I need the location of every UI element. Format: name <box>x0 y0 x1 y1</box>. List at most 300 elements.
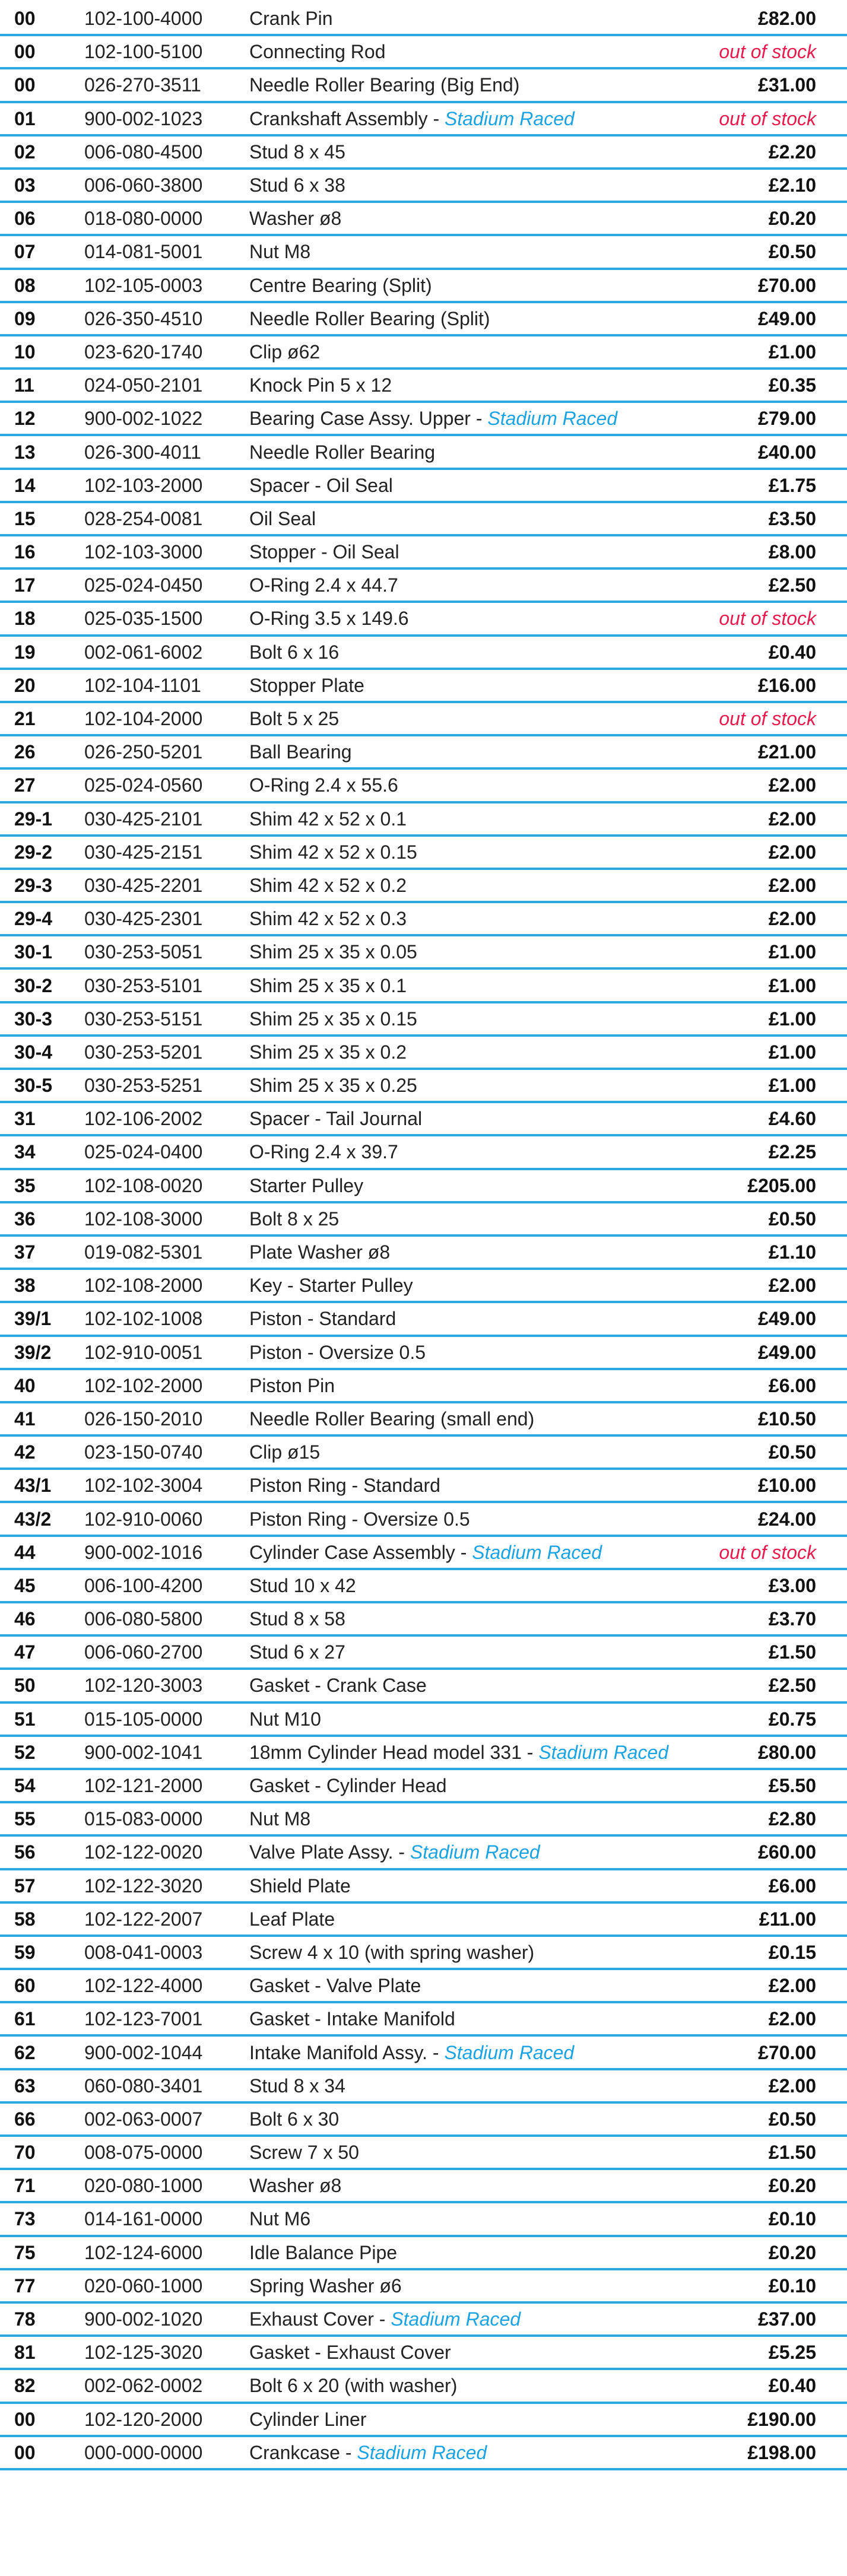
part-description <box>249 2076 345 2095</box>
ref-number: 29-1 <box>14 808 53 830</box>
table-row <box>0 736 847 770</box>
ref-number: 12 <box>14 408 36 430</box>
price: £49.00 <box>758 1341 816 1363</box>
part-description <box>249 209 341 228</box>
table-row <box>0 2070 847 2104</box>
ref-number: 36 <box>14 1208 36 1230</box>
part-number: 102-124-6000 <box>84 2241 203 2263</box>
part-description <box>249 2276 402 2295</box>
description-text: Gasket - Crank Case <box>249 1675 427 1697</box>
part-number: 006-060-2700 <box>84 1641 203 1663</box>
description-text: Stud 8 x 34 <box>249 2075 345 2097</box>
part-number: 102-120-2000 <box>84 2408 203 2430</box>
ref-number: 30-4 <box>14 1041 53 1063</box>
part-number: 025-024-0450 <box>84 574 203 596</box>
description-text: Clip ø15 <box>249 1441 321 1463</box>
table-row <box>0 770 847 803</box>
description-text: Stud 6 x 38 <box>249 174 345 196</box>
price: £198.00 <box>747 2441 816 2463</box>
price: £2.50 <box>768 1675 816 1697</box>
description-text: Bolt 5 x 25 <box>249 708 340 730</box>
description-text: Shim 25 x 35 x 0.05 <box>249 941 417 963</box>
table-row <box>0 1203 847 1237</box>
part-description <box>249 1109 422 1128</box>
description-text: Spring Washer ø6 <box>249 2275 402 2297</box>
table-row <box>0 1670 847 1703</box>
part-number: 102-103-2000 <box>84 474 203 496</box>
part-number: 002-062-0002 <box>84 2375 203 2397</box>
description-text: Piston Pin <box>249 1374 335 1396</box>
part-description <box>249 1976 421 1995</box>
ref-number: 41 <box>14 1408 36 1430</box>
part-description <box>249 1776 447 1795</box>
table-row <box>0 536 847 570</box>
price: £2.10 <box>768 174 816 196</box>
part-number: 018-080-0000 <box>84 208 203 230</box>
description-text: Gasket - Exhaust Cover <box>249 2342 451 2364</box>
price: £80.00 <box>758 1741 816 1763</box>
description-text: Screw 4 x 10 (with spring washer) <box>249 1941 535 1963</box>
part-number: 030-253-5151 <box>84 1008 203 1030</box>
part-number: 015-105-0000 <box>84 1708 203 1730</box>
ref-number: 00 <box>14 2441 36 2463</box>
description-text: Washer ø8 <box>249 208 342 230</box>
description-text: Piston Ring - Oversize 0.5 <box>249 1508 470 1530</box>
price: £2.80 <box>768 1808 816 1830</box>
description-text: Gasket - Valve Plate <box>249 1975 421 1997</box>
price: £2.00 <box>768 1975 816 1997</box>
part-number: 015-083-0000 <box>84 1808 203 1830</box>
price: £2.00 <box>768 874 816 896</box>
ref-number: 00 <box>14 41 36 63</box>
part-description <box>249 1576 356 1595</box>
price: £2.00 <box>768 2075 816 2097</box>
part-number: 025-024-0400 <box>84 1141 203 1163</box>
ref-number: 59 <box>14 1941 36 1963</box>
part-description <box>249 1643 345 1662</box>
ref-number: 27 <box>14 774 36 796</box>
part-number: 030-425-2101 <box>84 808 203 830</box>
part-description <box>249 242 310 261</box>
part-description <box>249 42 385 61</box>
ref-number: 55 <box>14 1808 36 1830</box>
description-text: Crank Pin <box>249 8 333 30</box>
part-description <box>249 676 364 695</box>
part-number: 102-910-0060 <box>84 1508 203 1530</box>
table-row <box>0 970 847 1003</box>
part-number: 024-050-2101 <box>84 374 203 396</box>
price: £31.00 <box>758 74 816 96</box>
price: £1.00 <box>768 1041 816 1063</box>
ref-number: 62 <box>14 2041 36 2063</box>
part-description <box>249 9 333 28</box>
ref-number: 38 <box>14 1275 36 1297</box>
table-row <box>0 1003 847 1037</box>
table-row <box>0 2203 847 2237</box>
table-row <box>0 136 847 170</box>
ref-number: 03 <box>14 174 36 196</box>
table-row <box>0 103 847 136</box>
description-text: Stopper - Oil Seal <box>249 541 399 563</box>
table-row <box>0 2404 847 2437</box>
table-row <box>0 303 847 336</box>
variant-label: Stadium Raced <box>445 107 575 129</box>
table-row <box>0 1370 847 1403</box>
ref-number: 57 <box>14 1875 36 1897</box>
price: £205.00 <box>747 1174 816 1196</box>
description-text: Centre Bearing (Split) <box>249 274 432 296</box>
part-description <box>249 2110 339 2129</box>
description-text: Leaf Plate <box>249 1908 335 1930</box>
table-row <box>0 1803 847 1837</box>
table-row <box>0 670 847 703</box>
part-number: 102-123-7001 <box>84 2008 203 2030</box>
ref-number: 14 <box>14 474 36 496</box>
description-text: Shim 42 x 52 x 0.3 <box>249 908 407 930</box>
table-row <box>0 370 847 403</box>
price: £2.00 <box>768 1275 816 1297</box>
table-row <box>0 203 847 236</box>
part-number: 025-035-1500 <box>84 608 203 630</box>
part-number: 026-250-5201 <box>84 741 203 763</box>
ref-number: 75 <box>14 2241 36 2263</box>
part-number: 014-081-5001 <box>84 241 203 263</box>
table-row <box>0 1403 847 1437</box>
description-text: Stud 8 x 45 <box>249 141 345 163</box>
part-number: 026-150-2010 <box>84 1408 203 1430</box>
price: £37.00 <box>758 2308 816 2330</box>
out-of-stock-label: out of stock <box>719 1541 816 1563</box>
table-row <box>0 1170 847 1203</box>
price: £0.10 <box>768 2275 816 2297</box>
part-description <box>249 409 617 428</box>
ref-number: 66 <box>14 2108 36 2130</box>
part-description <box>249 1309 396 1328</box>
price: £70.00 <box>758 274 816 296</box>
ref-number: 26 <box>14 741 36 763</box>
price: £190.00 <box>747 2408 816 2430</box>
description-text: Screw 7 x 50 <box>249 2142 359 2164</box>
table-row <box>0 2437 847 2470</box>
part-description <box>249 2009 455 2028</box>
part-number: 900-002-1022 <box>84 408 203 430</box>
part-description <box>249 2343 451 2362</box>
price: £40.00 <box>758 441 816 463</box>
ref-number: 30-3 <box>14 1008 53 1030</box>
part-description <box>249 1476 440 1495</box>
table-row <box>0 2037 847 2070</box>
ref-number: 47 <box>14 1641 36 1663</box>
table-row <box>0 1503 847 1536</box>
table-row <box>0 1303 847 1336</box>
ref-number: 00 <box>14 74 36 96</box>
part-description <box>249 1343 426 1362</box>
price: £0.20 <box>768 2175 816 2197</box>
description-text: O-Ring 2.4 x 55.6 <box>249 774 398 796</box>
description-text: Idle Balance Pipe <box>249 2241 398 2263</box>
description-text: O-Ring 2.4 x 44.7 <box>249 574 398 596</box>
description-text: Shim 25 x 35 x 0.15 <box>249 1008 417 1030</box>
ref-number: 63 <box>14 2075 36 2097</box>
price: £1.50 <box>768 2142 816 2164</box>
price: £3.00 <box>768 1574 816 1596</box>
ref-number: 34 <box>14 1141 36 1163</box>
ref-number: 17 <box>14 574 36 596</box>
ref-number: 20 <box>14 674 36 696</box>
part-description <box>249 1209 339 1228</box>
part-description <box>249 309 490 328</box>
description-text: Spacer - Tail Journal <box>249 1108 423 1130</box>
ref-number: 11 <box>14 374 34 396</box>
price: £2.00 <box>768 808 816 830</box>
price: £0.20 <box>768 2241 816 2263</box>
ref-number: 39/1 <box>14 1308 52 1330</box>
description-text: Shim 42 x 52 x 0.2 <box>249 874 407 896</box>
description-text: Needle Roller Bearing (small end) <box>249 1408 535 1430</box>
description-text: Spacer - Oil Seal <box>249 474 393 496</box>
table-row <box>0 803 847 837</box>
description-text: Bolt 8 x 25 <box>249 1208 340 1230</box>
out-of-stock-label: out of stock <box>719 708 816 730</box>
ref-number: 42 <box>14 1441 36 1463</box>
table-row <box>0 637 847 670</box>
ref-number: 46 <box>14 1608 36 1630</box>
table-row <box>0 1470 847 1503</box>
price: £79.00 <box>758 408 816 430</box>
part-number: 102-910-0051 <box>84 1341 203 1363</box>
table-row <box>0 69 847 103</box>
ref-number: 44 <box>14 1541 36 1563</box>
price: £6.00 <box>768 1875 816 1897</box>
table-row <box>0 837 847 870</box>
description-text: Crankcase - <box>249 2441 357 2463</box>
part-number: 030-253-5051 <box>84 941 203 963</box>
ref-number: 39/2 <box>14 1341 52 1363</box>
price: £8.00 <box>768 541 816 563</box>
part-description <box>249 443 435 462</box>
description-text: Shim 42 x 52 x 0.1 <box>249 808 407 830</box>
variant-label: Stadium Raced <box>487 408 618 430</box>
table-row <box>0 36 847 69</box>
part-number: 102-122-2007 <box>84 1908 203 1930</box>
part-description <box>249 2043 574 2062</box>
part-description <box>249 2310 521 2329</box>
table-row <box>0 2237 847 2270</box>
part-number: 026-300-4011 <box>84 441 201 463</box>
variant-label: Stadium Raced <box>444 2041 575 2063</box>
price: £0.20 <box>768 208 816 230</box>
part-description <box>249 976 407 995</box>
parts-table <box>0 3 847 2470</box>
price: £1.75 <box>768 474 816 496</box>
price: £49.00 <box>758 1308 816 1330</box>
part-number: 030-253-5101 <box>84 974 203 996</box>
ref-number: 00 <box>14 8 36 30</box>
description-text: O-Ring 2.4 x 39.7 <box>249 1141 398 1163</box>
description-text: Stud 6 x 27 <box>249 1641 345 1663</box>
description-text: Piston Ring - Standard <box>249 1475 440 1497</box>
ref-number: 29-3 <box>14 874 53 896</box>
part-number: 006-060-3800 <box>84 174 203 196</box>
part-description <box>249 643 339 662</box>
description-text: Needle Roller Bearing (Split) <box>249 307 490 329</box>
part-number: 102-104-1101 <box>84 674 201 696</box>
part-number: 025-024-0560 <box>84 774 203 796</box>
description-text: Ball Bearing <box>249 741 352 763</box>
table-row <box>0 2304 847 2337</box>
description-text: Bolt 6 x 30 <box>249 2108 340 2130</box>
table-row <box>0 1904 847 1937</box>
part-description <box>249 1009 417 1028</box>
description-text: Gasket - Intake Manifold <box>249 2008 455 2030</box>
part-number: 102-103-3000 <box>84 541 203 563</box>
part-description <box>249 909 407 928</box>
part-number: 006-080-4500 <box>84 141 203 163</box>
part-description <box>249 376 392 395</box>
part-number: 028-254-0081 <box>84 507 203 529</box>
ref-number: 78 <box>14 2308 36 2330</box>
price: £1.50 <box>768 1641 816 1663</box>
description-text: Bolt 6 x 16 <box>249 641 340 663</box>
table-row <box>0 436 847 469</box>
description-text: Shim 25 x 35 x 0.25 <box>249 1075 417 1097</box>
variant-label: Stadium Raced <box>472 1541 602 1563</box>
part-description <box>249 1076 417 1095</box>
table-row <box>0 1237 847 1270</box>
part-number: 023-150-0740 <box>84 1441 203 1463</box>
part-description <box>249 142 345 161</box>
description-text: Shield Plate <box>249 1875 351 1897</box>
price: £0.50 <box>768 1441 816 1463</box>
table-row <box>0 1937 847 1970</box>
description-text: Crankshaft Assembly - <box>249 107 445 129</box>
part-description <box>249 1510 470 1529</box>
part-description <box>249 1910 335 1929</box>
part-description <box>249 1409 534 1428</box>
price: £5.25 <box>768 2342 816 2364</box>
table-row <box>0 236 847 269</box>
part-number: 020-060-1000 <box>84 2275 203 2297</box>
part-description <box>249 809 407 828</box>
ref-number: 02 <box>14 141 36 163</box>
part-description <box>249 109 575 128</box>
price: £11.00 <box>759 1908 816 1930</box>
price: £1.00 <box>768 941 816 963</box>
part-number: 026-270-3511 <box>84 74 201 96</box>
description-text: Connecting Rod <box>249 41 386 63</box>
part-number: 102-120-3003 <box>84 1675 203 1697</box>
ref-number: 43/2 <box>14 1508 52 1530</box>
part-number: 060-080-3401 <box>84 2075 203 2097</box>
part-number: 014-161-0000 <box>84 2208 203 2230</box>
description-text: Valve Plate Assy. - <box>249 1841 410 1863</box>
description-text: Key - Starter Pulley <box>249 1275 413 1297</box>
part-description <box>249 1376 335 1395</box>
ref-number: 54 <box>14 1775 36 1797</box>
ref-number: 29-2 <box>14 841 53 863</box>
price: £0.15 <box>768 1941 816 1963</box>
price: £0.50 <box>768 2108 816 2130</box>
part-description <box>249 1743 668 1762</box>
table-row <box>0 270 847 303</box>
part-description <box>249 2209 310 2228</box>
part-description <box>249 2243 397 2262</box>
part-number: 102-121-2000 <box>84 1775 203 1797</box>
variant-label: Stadium Raced <box>410 1841 540 1863</box>
price: £1.00 <box>768 1008 816 1030</box>
description-text: Shim 42 x 52 x 0.15 <box>249 841 417 863</box>
ref-number: 60 <box>14 1975 36 1997</box>
table-row <box>0 2137 847 2170</box>
description-text: Piston - Standard <box>249 1308 396 1330</box>
table-row <box>0 870 847 903</box>
description-text: Washer ø8 <box>249 2175 342 2197</box>
part-description <box>249 1710 321 1729</box>
table-row <box>0 1103 847 1136</box>
description-text: Gasket - Cylinder Head <box>249 1775 447 1797</box>
part-number: 002-061-6002 <box>84 641 203 663</box>
price: £2.20 <box>768 141 816 163</box>
part-description <box>249 876 407 895</box>
table-row <box>0 2104 847 2137</box>
ref-number: 09 <box>14 307 36 329</box>
ref-number: 56 <box>14 1841 36 1863</box>
price: £21.00 <box>758 741 816 763</box>
part-number: 102-108-0020 <box>84 1174 203 1196</box>
part-number: 002-063-0007 <box>84 2108 203 2130</box>
price: £4.60 <box>768 1108 816 1130</box>
table-row <box>0 1603 847 1637</box>
table-row <box>0 2370 847 2403</box>
ref-number: 30-5 <box>14 1075 53 1097</box>
ref-number: 29-4 <box>14 908 53 930</box>
part-number: 006-100-4200 <box>84 1574 203 1596</box>
table-row <box>0 903 847 936</box>
price: £5.50 <box>768 1775 816 1797</box>
price: £1.10 <box>768 1241 816 1263</box>
part-description <box>249 1043 407 1062</box>
price: £1.00 <box>768 1075 816 1097</box>
ref-number: 18 <box>14 608 36 630</box>
part-description <box>249 843 417 862</box>
table-row <box>0 2003 847 2037</box>
part-number: 900-002-1023 <box>84 107 203 129</box>
part-number: 102-122-3020 <box>84 1875 203 1897</box>
part-number: 102-102-2000 <box>84 1374 203 1396</box>
part-number: 102-102-3004 <box>84 1475 203 1497</box>
price: £0.40 <box>768 2375 816 2397</box>
price: £6.00 <box>768 1374 816 1396</box>
ref-number: 08 <box>14 274 36 296</box>
table-row <box>0 936 847 970</box>
part-number: 900-002-1044 <box>84 2041 203 2063</box>
ref-number: 01 <box>14 107 36 129</box>
price: £2.50 <box>768 574 816 596</box>
part-description <box>249 2443 487 2462</box>
part-description <box>249 1943 534 1962</box>
price: £1.00 <box>768 341 816 363</box>
part-number: 030-253-5251 <box>84 1075 203 1097</box>
table-row <box>0 1737 847 1770</box>
part-number: 900-002-1020 <box>84 2308 203 2330</box>
description-text: O-Ring 3.5 x 149.6 <box>249 608 409 630</box>
description-text: Cylinder Liner <box>249 2408 367 2430</box>
price: £0.40 <box>768 641 816 663</box>
part-number: 023-620-1740 <box>84 341 203 363</box>
price: £10.00 <box>758 1475 816 1497</box>
table-row <box>0 1704 847 1737</box>
ref-number: 00 <box>14 2408 36 2430</box>
